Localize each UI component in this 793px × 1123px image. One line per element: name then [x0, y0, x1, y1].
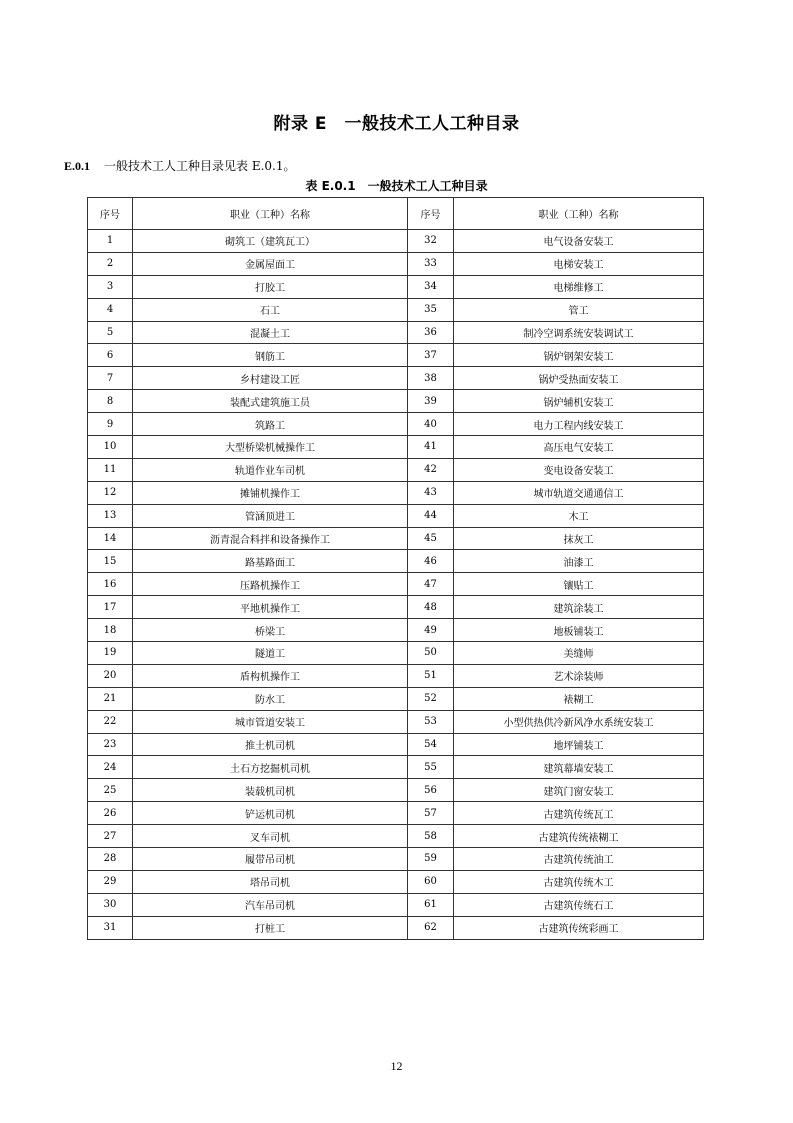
table-row [88, 710, 704, 733]
cell-seq-right: 48 [408, 596, 454, 619]
cell-name-right: 艺术涂装师 [454, 664, 704, 687]
cell-name-left: 土石方挖掘机司机 [133, 756, 408, 779]
cell-seq-left: 20 [88, 664, 133, 687]
cell-seq-right: 56 [408, 779, 454, 802]
table-row [88, 275, 704, 298]
cell-name-right: 制冷空调系统安装调试工 [454, 321, 704, 344]
cell-name-right: 油漆工 [454, 550, 704, 573]
cell-name-left: 筑路工 [133, 413, 408, 436]
table-row [88, 825, 704, 848]
cell-seq-right: 43 [408, 481, 454, 504]
cell-seq-right: 52 [408, 687, 454, 710]
cell-name-left: 防水工 [133, 687, 408, 710]
table-row [88, 779, 704, 802]
table-body [88, 230, 704, 940]
table-row [88, 390, 704, 413]
cell-name-left: 装载机司机 [133, 779, 408, 802]
table-row [88, 321, 704, 344]
table-row [88, 481, 704, 504]
cell-seq-left: 4 [88, 298, 133, 321]
cell-seq-right: 58 [408, 825, 454, 848]
cell-name-right: 电梯安装工 [454, 252, 704, 275]
cell-name-left: 打桩工 [133, 916, 408, 939]
cell-name-left: 打胶工 [133, 275, 408, 298]
cell-name-left: 大型桥梁机械操作工 [133, 436, 408, 459]
table-row [88, 619, 704, 642]
cell-seq-left: 8 [88, 390, 133, 413]
cell-name-left: 沥青混合料拌和设备操作工 [133, 527, 408, 550]
cell-name-left: 路基路面工 [133, 550, 408, 573]
cell-name-left: 砌筑工（建筑瓦工） [133, 230, 408, 253]
table-row [88, 298, 704, 321]
table-row [88, 870, 704, 893]
cell-name-right: 电气设备安装工 [454, 230, 704, 253]
cell-name-left: 桥梁工 [133, 619, 408, 642]
table-row [88, 893, 704, 916]
cell-name-left: 管涵顶进工 [133, 504, 408, 527]
cell-seq-left: 28 [88, 848, 133, 871]
cell-seq-left: 6 [88, 344, 133, 367]
cell-seq-left: 12 [88, 481, 133, 504]
cell-name-right: 变电设备安装工 [454, 458, 704, 481]
cell-name-right: 古建筑传统石工 [454, 893, 704, 916]
cell-name-right: 建筑涂装工 [454, 596, 704, 619]
cell-name-right: 电梯维修工 [454, 275, 704, 298]
cell-seq-left: 30 [88, 893, 133, 916]
cell-name-right: 小型供热供冷新风净水系统安装工 [454, 710, 704, 733]
cell-seq-right: 37 [408, 344, 454, 367]
cell-name-left: 履带吊司机 [133, 848, 408, 871]
table-row [88, 573, 704, 596]
cell-seq-right: 54 [408, 733, 454, 756]
table-header-row [88, 198, 704, 230]
cell-name-right: 美缝师 [454, 642, 704, 665]
cell-name-left: 压路机操作工 [133, 573, 408, 596]
clause-text: 一般技术工人工种目录见表 E.0.1。 [104, 159, 296, 173]
table-row [88, 550, 704, 573]
table-caption: 表 E.0.1 一般技术工人工种目录 [305, 179, 488, 193]
cell-seq-right: 38 [408, 367, 454, 390]
cell-seq-left: 13 [88, 504, 133, 527]
header-name-left: 职业（工种）名称 [133, 198, 408, 230]
cell-seq-left: 21 [88, 687, 133, 710]
cell-name-left: 石工 [133, 298, 408, 321]
cell-name-right: 裱糊工 [454, 687, 704, 710]
cell-name-right: 抹灰工 [454, 527, 704, 550]
cell-seq-right: 47 [408, 573, 454, 596]
cell-name-left: 汽车吊司机 [133, 893, 408, 916]
cell-name-right: 木工 [454, 504, 704, 527]
cell-seq-right: 36 [408, 321, 454, 344]
table-row [88, 642, 704, 665]
table-row [88, 367, 704, 390]
cell-seq-left: 5 [88, 321, 133, 344]
cell-name-right: 锅炉钢架安装工 [454, 344, 704, 367]
cell-name-left: 平地机操作工 [133, 596, 408, 619]
cell-seq-right: 45 [408, 527, 454, 550]
table-row [88, 733, 704, 756]
cell-name-left: 乡村建设工匠 [133, 367, 408, 390]
cell-name-left: 混凝土工 [133, 321, 408, 344]
cell-seq-right: 34 [408, 275, 454, 298]
cell-name-left: 钢筋工 [133, 344, 408, 367]
cell-name-left: 轨道作业车司机 [133, 458, 408, 481]
header-name-right: 职业（工种）名称 [454, 198, 704, 230]
cell-name-right: 地板铺装工 [454, 619, 704, 642]
table-row [88, 230, 704, 253]
table-row [88, 344, 704, 367]
clause-number: E.0.1 [64, 159, 91, 173]
cell-seq-left: 22 [88, 710, 133, 733]
cell-seq-right: 53 [408, 710, 454, 733]
cell-seq-left: 1 [88, 230, 133, 253]
cell-name-right: 古建筑传统瓦工 [454, 802, 704, 825]
cell-seq-right: 60 [408, 870, 454, 893]
cell-seq-right: 40 [408, 413, 454, 436]
page-title: 附录 E 一般技术工人工种目录 [273, 114, 520, 134]
cell-name-right: 古建筑传统木工 [454, 870, 704, 893]
cell-seq-left: 11 [88, 458, 133, 481]
cell-seq-right: 51 [408, 664, 454, 687]
cell-seq-right: 33 [408, 252, 454, 275]
cell-seq-left: 15 [88, 550, 133, 573]
cell-seq-right: 62 [408, 916, 454, 939]
cell-seq-right: 59 [408, 848, 454, 871]
table-row [88, 848, 704, 871]
cell-seq-right: 42 [408, 458, 454, 481]
cell-seq-right: 39 [408, 390, 454, 413]
cell-seq-left: 18 [88, 619, 133, 642]
cell-name-left: 装配式建筑施工员 [133, 390, 408, 413]
cell-name-left: 铲运机司机 [133, 802, 408, 825]
cell-name-right: 管工 [454, 298, 704, 321]
cell-seq-right: 46 [408, 550, 454, 573]
table-row [88, 436, 704, 459]
cell-seq-left: 31 [88, 916, 133, 939]
cell-seq-left: 23 [88, 733, 133, 756]
table-row [88, 664, 704, 687]
cell-name-right: 古建筑传统油工 [454, 848, 704, 871]
cell-name-left: 金属屋面工 [133, 252, 408, 275]
table-row [88, 687, 704, 710]
table-row [88, 756, 704, 779]
cell-seq-right: 32 [408, 230, 454, 253]
cell-name-left: 城市管道安装工 [133, 710, 408, 733]
occupation-catalog-table [87, 197, 704, 940]
page-number: 12 [390, 1059, 403, 1073]
cell-seq-left: 17 [88, 596, 133, 619]
header-seq-right: 序号 [408, 198, 454, 230]
table-row [88, 413, 704, 436]
cell-seq-left: 9 [88, 413, 133, 436]
cell-seq-left: 7 [88, 367, 133, 390]
table-row [88, 916, 704, 939]
cell-name-right: 地坪铺装工 [454, 733, 704, 756]
cell-seq-left: 19 [88, 642, 133, 665]
table-row [88, 802, 704, 825]
cell-name-right: 高压电气安装工 [454, 436, 704, 459]
cell-seq-left: 14 [88, 527, 133, 550]
cell-seq-right: 57 [408, 802, 454, 825]
cell-seq-left: 26 [88, 802, 133, 825]
cell-name-left: 推土机司机 [133, 733, 408, 756]
cell-seq-right: 49 [408, 619, 454, 642]
cell-name-left: 盾构机操作工 [133, 664, 408, 687]
clause-paragraph [64, 157, 296, 174]
header-seq-left: 序号 [88, 198, 133, 230]
table-row [88, 504, 704, 527]
cell-name-right: 古建筑传统裱糊工 [454, 825, 704, 848]
cell-seq-right: 41 [408, 436, 454, 459]
cell-seq-left: 29 [88, 870, 133, 893]
cell-seq-left: 10 [88, 436, 133, 459]
cell-seq-right: 35 [408, 298, 454, 321]
table-row [88, 252, 704, 275]
cell-seq-left: 27 [88, 825, 133, 848]
cell-name-left: 塔吊司机 [133, 870, 408, 893]
cell-name-right: 城市轨道交通通信工 [454, 481, 704, 504]
cell-seq-left: 16 [88, 573, 133, 596]
cell-name-left: 隧道工 [133, 642, 408, 665]
table-row [88, 596, 704, 619]
cell-seq-left: 3 [88, 275, 133, 298]
cell-name-right: 电力工程内线安装工 [454, 413, 704, 436]
cell-name-right: 建筑门窗安装工 [454, 779, 704, 802]
cell-seq-right: 55 [408, 756, 454, 779]
cell-name-right: 古建筑传统彩画工 [454, 916, 704, 939]
cell-name-right: 镶贴工 [454, 573, 704, 596]
cell-seq-left: 24 [88, 756, 133, 779]
cell-name-right: 锅炉受热面安装工 [454, 367, 704, 390]
table-row [88, 527, 704, 550]
cell-seq-right: 61 [408, 893, 454, 916]
cell-seq-left: 25 [88, 779, 133, 802]
cell-name-right: 锅炉辅机安装工 [454, 390, 704, 413]
cell-seq-right: 44 [408, 504, 454, 527]
cell-seq-right: 50 [408, 642, 454, 665]
table-row [88, 458, 704, 481]
cell-name-right: 建筑幕墙安装工 [454, 756, 704, 779]
cell-name-left: 叉车司机 [133, 825, 408, 848]
cell-seq-left: 2 [88, 252, 133, 275]
cell-name-left: 摊铺机操作工 [133, 481, 408, 504]
